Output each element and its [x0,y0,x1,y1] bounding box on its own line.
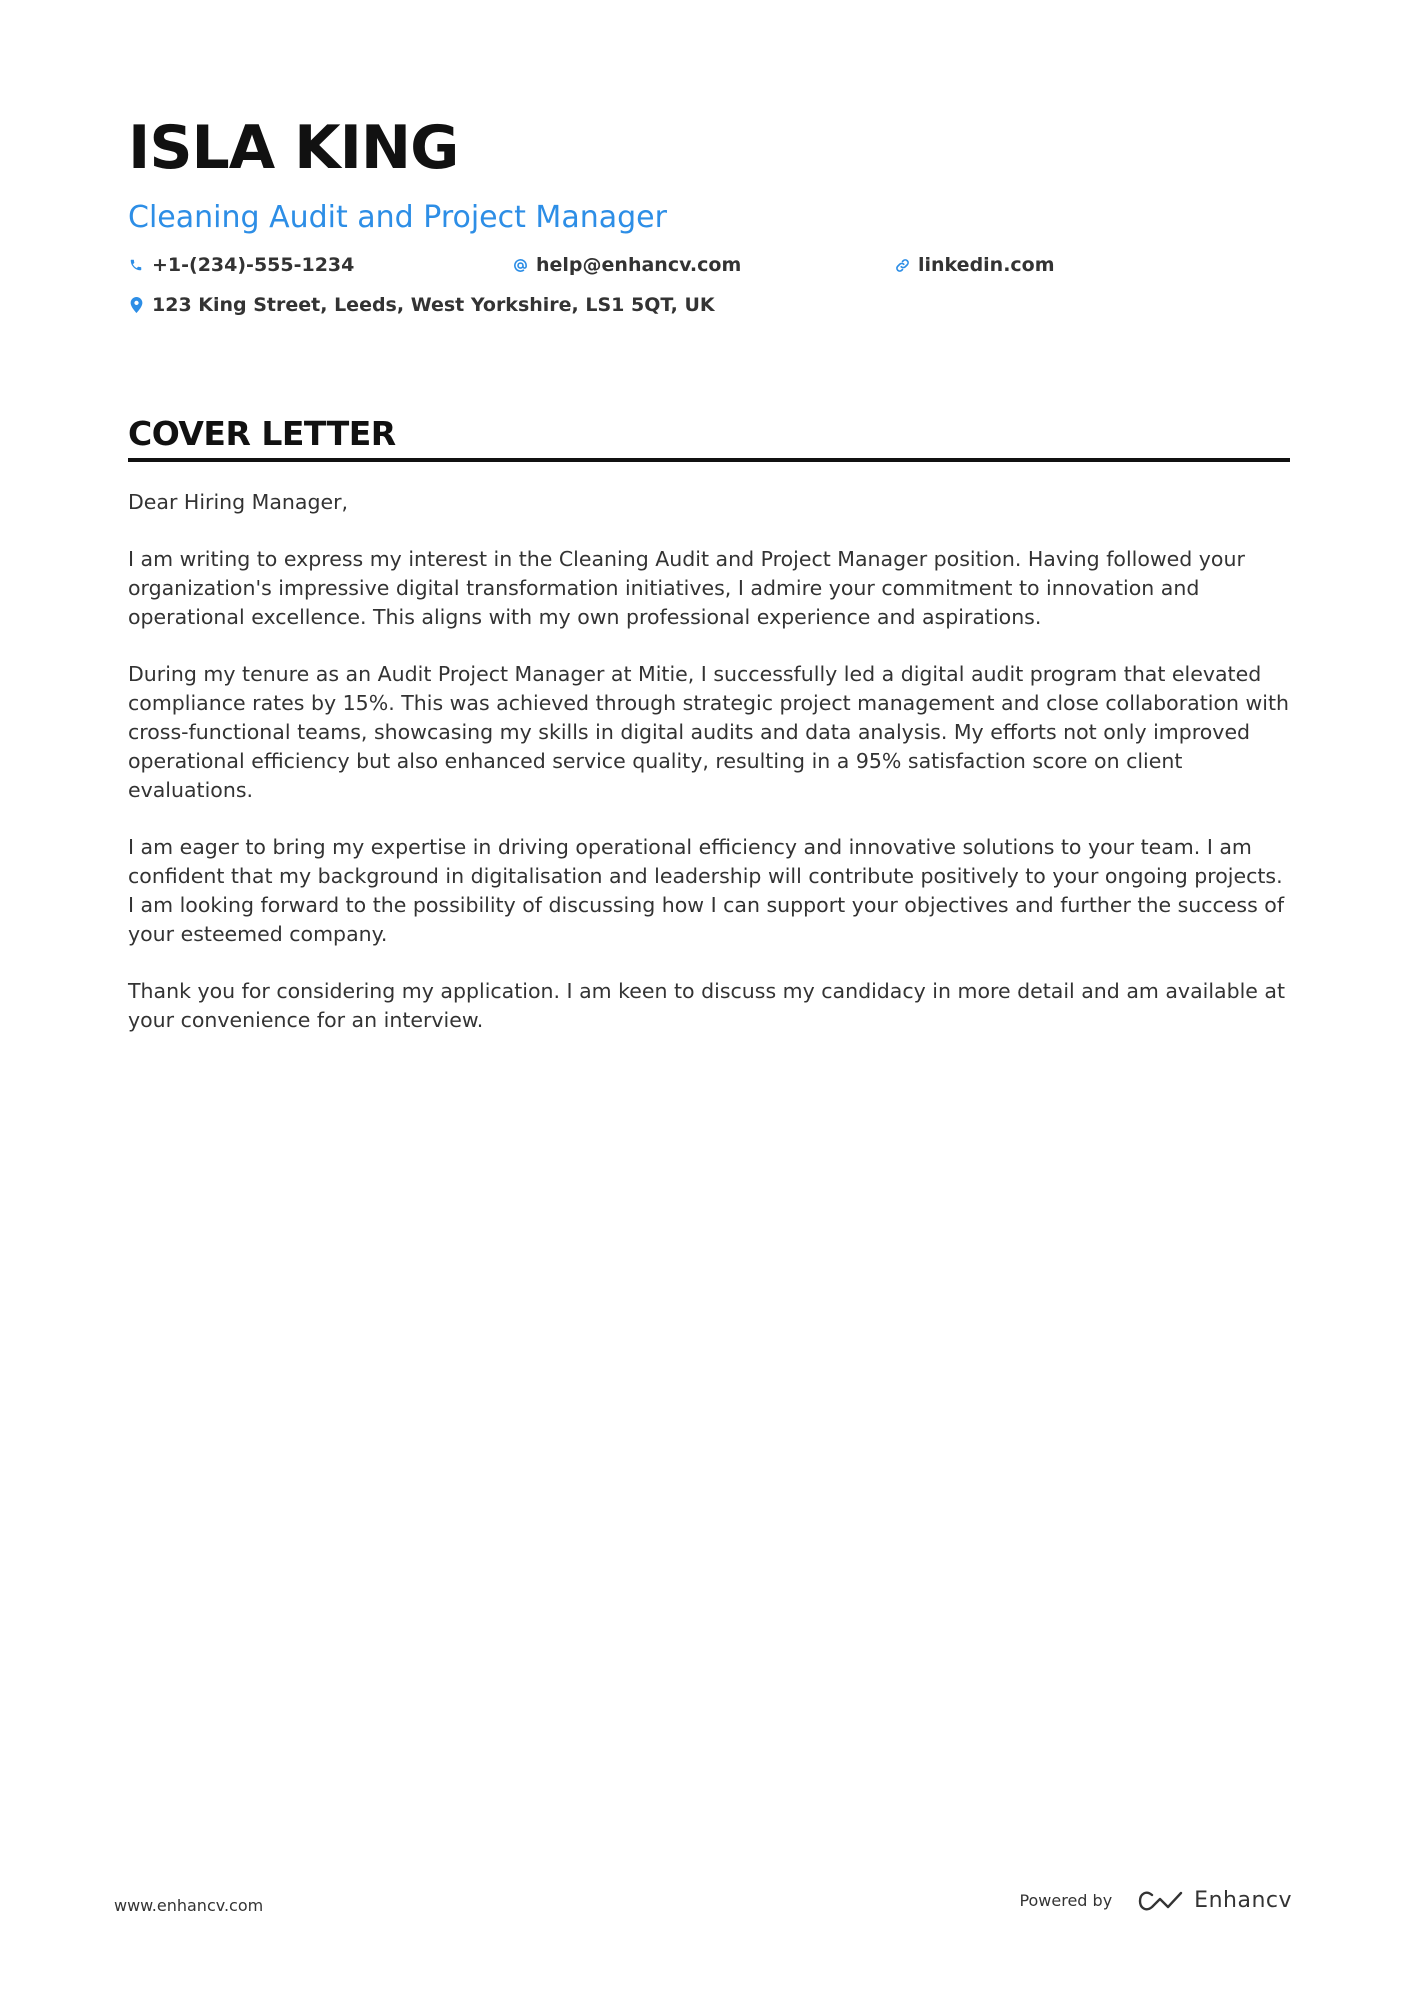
candidate-name: ISLA KING [128,113,459,183]
enhancv-logo-icon [1138,1889,1184,1913]
footer-website[interactable]: www.enhancv.com [114,1896,264,1915]
job-title: Cleaning Audit and Project Manager [128,200,667,235]
location-pin-icon [128,297,144,313]
section-title: COVER LETTER [128,416,1290,462]
contact-address [128,294,715,316]
powered-by-label: Powered by [1019,1891,1113,1910]
letter-paragraph: I am eager to bring my expertise in driving operational efficiency and innovative solutions to your team. I am confident that my background in digitalisation and leadership will contribute positively to your ongoing projects. I am looking forward to the possibility of discussing how I can support your objectives and further the success of your esteemed company. [128,835,1285,947]
at-icon [512,257,528,273]
link-icon [894,257,910,273]
email-text[interactable]: help@enhancv.com [536,254,742,276]
brand-name: Enhancv [1194,1888,1292,1913]
resume-page [128,100,1290,1063]
address-text: 123 King Street, Leeds, West Yorkshire, LS1 5QT, UK [152,294,715,316]
link-text[interactable]: linkedin.com [918,254,1055,276]
contact-email[interactable] [512,254,741,276]
contact-info [128,254,1290,336]
phone-icon [128,257,144,273]
letter-body [128,488,1290,1035]
phone-text: +1-(234)-555-1234 [152,254,355,276]
contact-phone [128,254,354,276]
letter-paragraph: I am writing to express my interest in the Cleaning Audit and Project Manager position. Having followed your organization's impressive digital transformation initiatives, I admire your commitment to innovation and operational excellence. This aligns with my own professional experience and aspirations. [128,547,1245,630]
letter-paragraph: During my tenure as an Audit Project Manager at Mitie, I successfully led a digital audit program that elevated compliance rates by 15%. This was achieved through strategic project management and close collaboration with cross-functional teams, showcasing my skills in digital audits and data analysis. My efforts not only improved operational efficiency but also enhanced service quality, resulting in a 95% satisfaction score on client evaluations. [128,662,1289,803]
footer-branding [1019,1888,1292,1913]
salutation: Dear Hiring Manager, [128,490,349,515]
contact-link[interactable] [894,254,1055,276]
letter-paragraph: Thank you for considering my application. I am keen to discuss my candidacy in more detail and am available at your convenience for an interview. [128,979,1286,1033]
